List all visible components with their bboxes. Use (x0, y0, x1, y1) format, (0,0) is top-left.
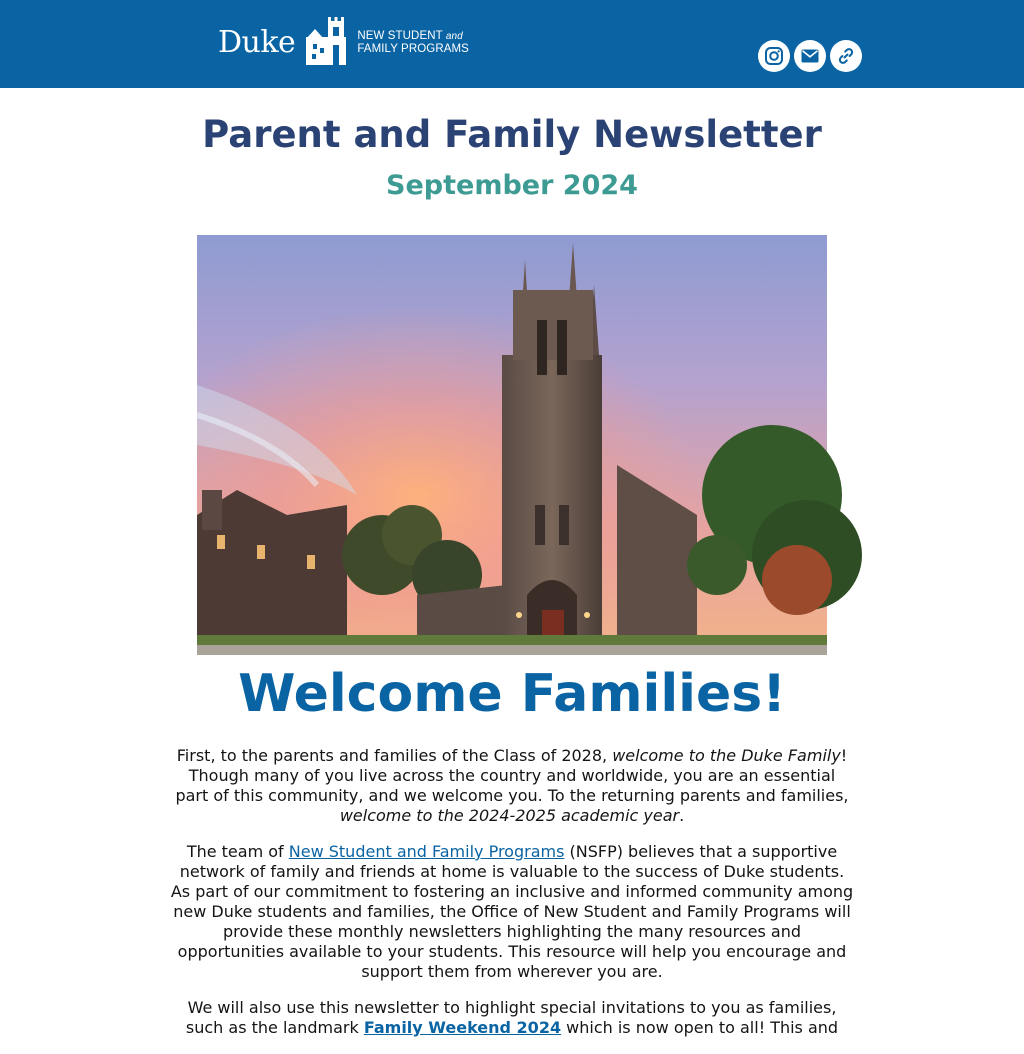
p1-text-a: First, to the parents and families of the Class of 2028, (176, 746, 613, 765)
welcome-body (170, 746, 854, 1054)
newsletter-date: September 2024 (386, 170, 638, 201)
family-weekend-link[interactable]: Family Weekend 2024 (363, 1018, 562, 1037)
logo-line-2: FAMILY PROGRAMS (357, 43, 469, 55)
chapel-logo-icon (303, 17, 349, 69)
link-icon (837, 47, 855, 65)
logo-line-1: NEW STUDENT (357, 30, 443, 42)
duke-nsfp-logo[interactable] (218, 18, 469, 68)
logo-wordmark: Duke (218, 25, 296, 60)
welcome-paragraph-2 (170, 842, 854, 982)
website-link-button[interactable] (830, 40, 862, 72)
email-icon (801, 49, 819, 63)
social-links (758, 40, 862, 72)
logo-program-name (357, 30, 469, 56)
welcome-paragraph-1 (170, 746, 854, 826)
instagram-button[interactable] (758, 40, 790, 72)
p3-text-c: which is now open to all! This and (561, 1018, 839, 1037)
header-bar (0, 0, 1024, 88)
p3-text-b: the landmark (251, 1018, 364, 1037)
p2-text-a: The team of (186, 842, 289, 861)
email-button[interactable] (794, 40, 826, 72)
logo-and: and (445, 31, 463, 42)
hero-image-duke-chapel (197, 235, 827, 655)
welcome-heading: Welcome Families! (238, 664, 786, 724)
instagram-icon (764, 46, 784, 66)
nsfp-link[interactable]: New Student and Family Programs (288, 842, 565, 861)
p1-emphasis-2: welcome to the 2024-2025 academic year (339, 806, 680, 825)
p2-text-b: (NSFP) believes that a supportive network of family and friends at home is valuable to the success of Duke students. As part of our commitment to fostering an inclusive and informed community among new Duke students and families, the Office of New Student and Family Programs will provide these monthly newsletters highlighting the many resources and opportunities available to your students. This resource will help you encourage and support them from wherever you are. (170, 842, 854, 981)
welcome-paragraph-3 (170, 998, 854, 1038)
p3-text-a: We will also use this newsletter to highlight special invitations to you as families, such as (185, 998, 837, 1037)
p1-text-b: ! Though many of you live across the country and worldwide, you are an essential part of this community, and we welcome you. To the returning parents and families, (175, 746, 849, 805)
p1-text-c: . (679, 806, 685, 825)
newsletter-title: Parent and Family Newsletter (202, 113, 822, 156)
p1-emphasis-1: welcome to the Duke Family (612, 746, 841, 765)
